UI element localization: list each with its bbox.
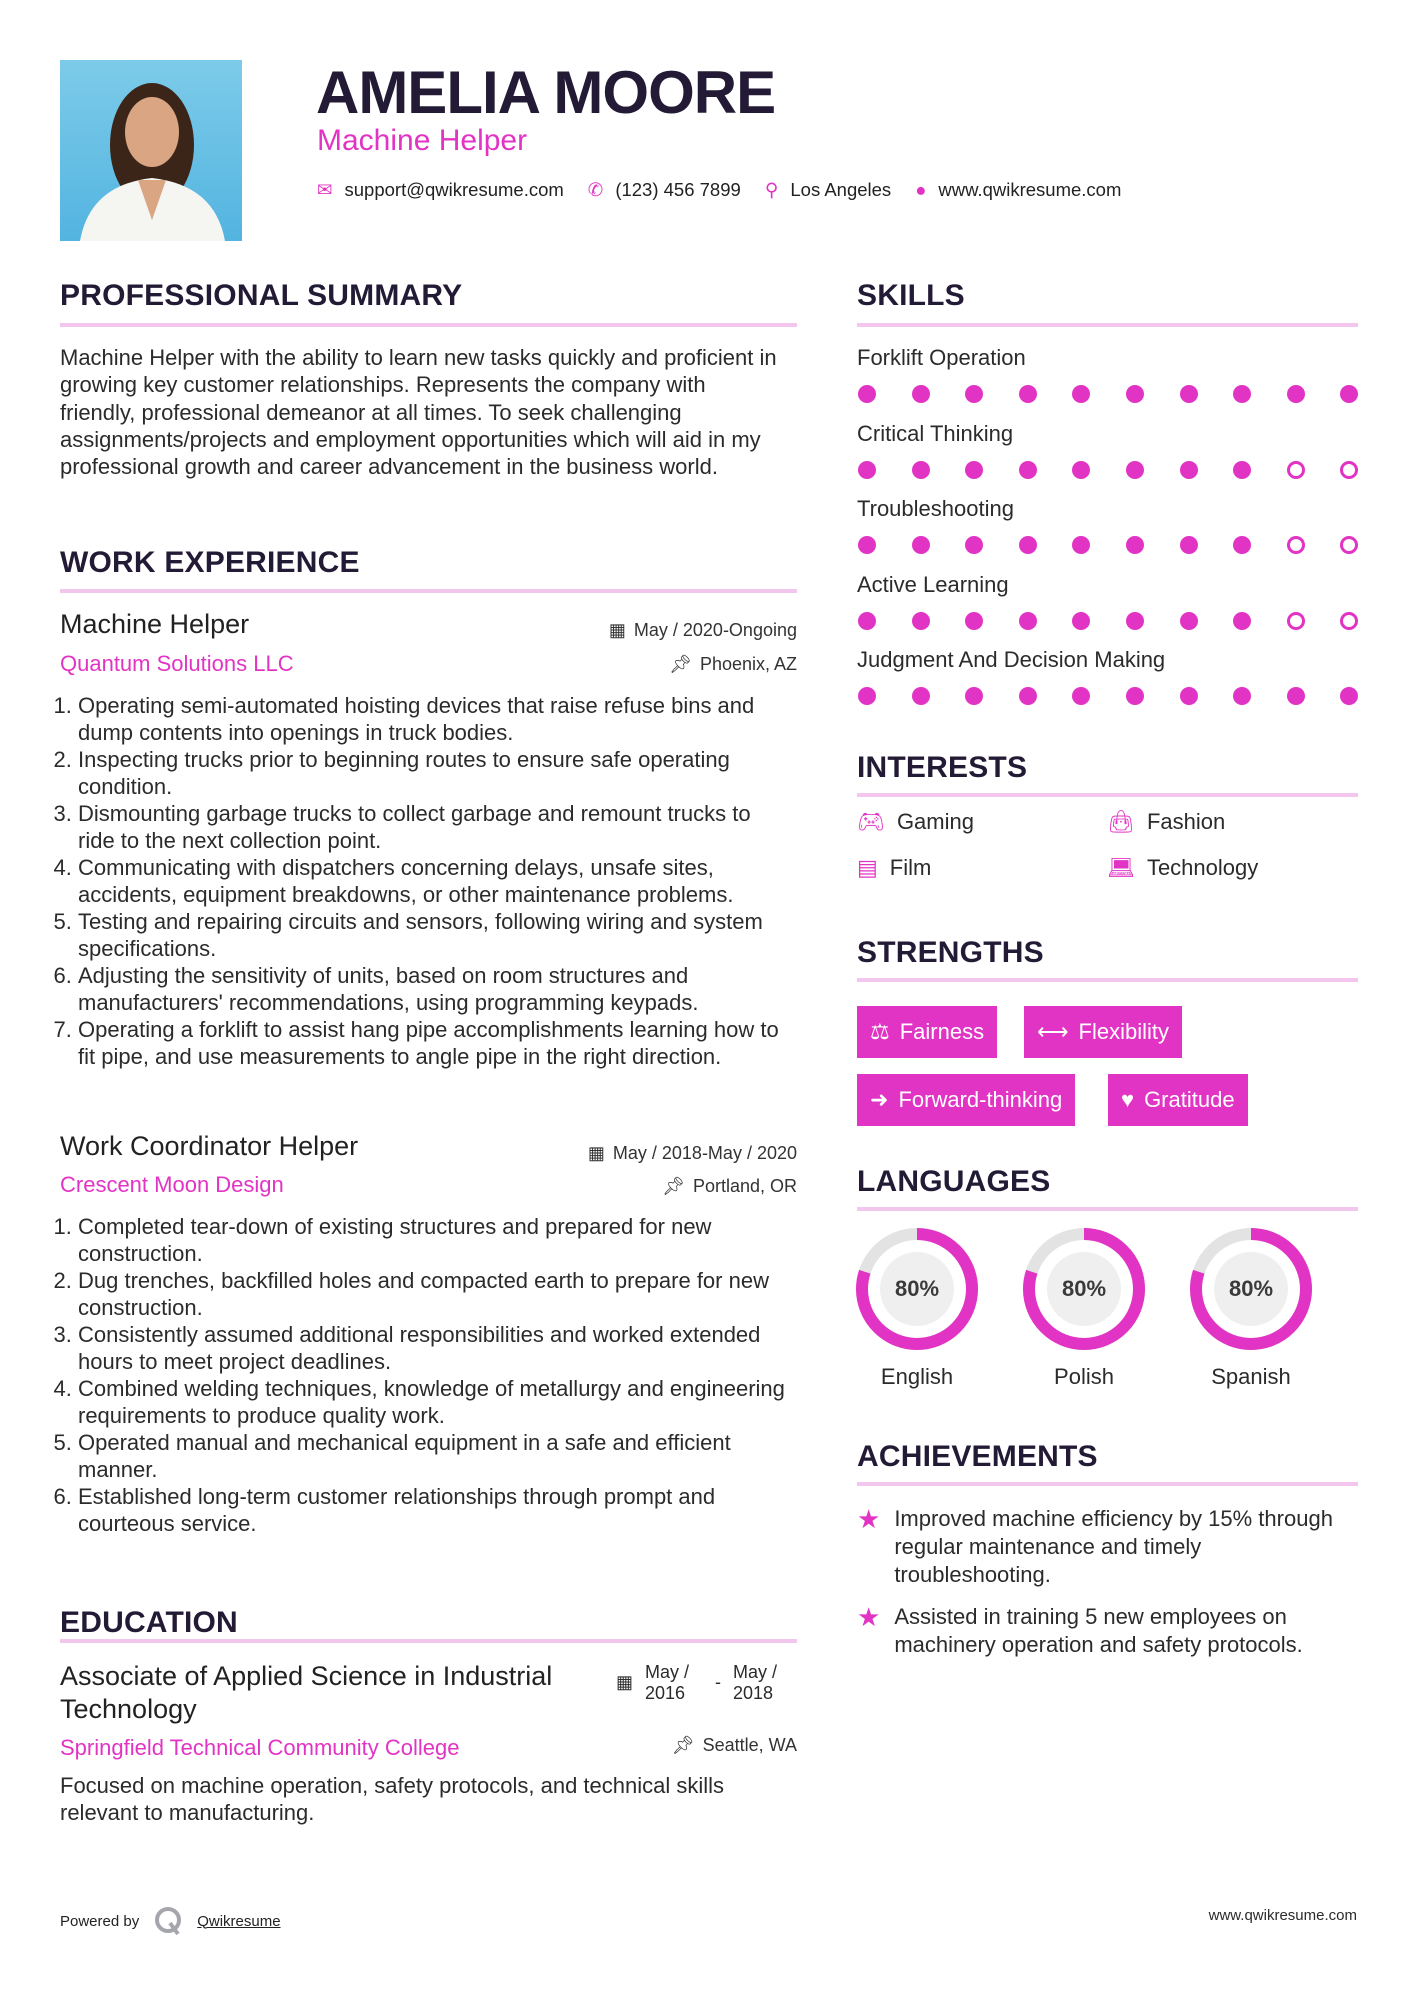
pushpin-icon: 📌︎ [671, 1735, 695, 1755]
strength-fairness [857, 1006, 997, 1058]
profile-photo [60, 60, 242, 241]
strength-label: Flexibility [1078, 1019, 1170, 1044]
skill-level-dot [1072, 687, 1090, 705]
skill-level-dot [1126, 612, 1144, 630]
skill-level-dot [1340, 385, 1358, 403]
job-duties [60, 1213, 790, 1537]
skill-level-dot [965, 461, 983, 479]
work-heading: WORK EXPERIENCE [60, 546, 360, 579]
skill-level-dot [1180, 461, 1198, 479]
summary-heading: PROFESSIONAL SUMMARY [60, 279, 463, 312]
education-heading: EDUCATION [60, 1606, 238, 1639]
skill-level-dot [1019, 385, 1037, 403]
job-title: Work Coordinator Helper [60, 1131, 359, 1161]
education-date [616, 1662, 791, 1704]
skill-level-dot [1019, 461, 1037, 479]
calendar-icon: ▦ [587, 1143, 605, 1163]
job-duties [60, 692, 790, 1070]
skill-level-dot [965, 536, 983, 554]
strength-flexibility [1024, 1006, 1182, 1058]
achievement-item [857, 1505, 1357, 1589]
interest-gaming [857, 809, 974, 835]
heart-icon: ♥ [1121, 1087, 1135, 1112]
skill-level-dot [1019, 612, 1037, 630]
job-date [588, 1143, 797, 1164]
location-text: Seattle, WA [702, 1735, 797, 1755]
map-marker-icon: ⚲ [764, 179, 779, 200]
skill-level-dot [1180, 612, 1198, 630]
interest-label: Gaming [896, 809, 974, 834]
skill-name: Troubleshooting [857, 496, 1014, 521]
duty-item: 4. Combined welding techniques, knowledge of metallurgy and engineering requirements to produce quality work. [78, 1375, 790, 1429]
skill-level-dot [1287, 461, 1305, 479]
date-separator: - [715, 1672, 722, 1692]
skill-level-dot [912, 536, 930, 554]
skill-level-dot [1072, 612, 1090, 630]
divider [60, 589, 797, 593]
skill-level-dot [1126, 385, 1144, 403]
interest-fashion [1107, 809, 1225, 835]
skill-level-dot [858, 385, 876, 403]
pushpin-icon: 📌︎ [662, 1176, 685, 1196]
location-text: Phoenix, AZ [699, 654, 797, 674]
date-text: May / 2020-Ongoing [633, 620, 797, 640]
skill-level-dot [1287, 687, 1305, 705]
arrow-right-icon: ➜ [870, 1087, 889, 1112]
laptop-icon: 💻︎ [1107, 855, 1135, 880]
footer-url[interactable]: www.qwikresume.com [1208, 1907, 1357, 1924]
company-name: Crescent Moon Design [60, 1172, 284, 1197]
shooting-star-icon: ★ [857, 1602, 881, 1632]
skill-level-dot [1340, 687, 1358, 705]
film-icon: ▤ [857, 855, 878, 880]
skill-level-dot [965, 612, 983, 630]
strength-label: Fairness [899, 1019, 985, 1044]
strength-label: Forward-thinking [898, 1087, 1063, 1112]
divider [857, 1207, 1358, 1211]
qwikresume-logo-icon [153, 1905, 183, 1937]
languages-heading: LANGUAGES [857, 1165, 1051, 1198]
duty-item: 5. Testing and repairing circuits and sensors, following wiring and system specifications. [78, 908, 790, 962]
interest-technology [1107, 855, 1258, 881]
summary-text: Machine Helper with the ability to learn new tasks quickly and proficient in growing key customer relationships. Represents the company with friendly, professional demeanor at all times. To seek challenging assignments/projects and employment opportunities which will aid in my professional growth and career advancement in the business world. [60, 345, 777, 480]
language-name: Polish [1054, 1364, 1114, 1389]
skill-level-dot [1233, 461, 1251, 479]
interests-heading: INTERESTS [857, 751, 1028, 784]
duty-item: 2. Dug trenches, backfilled holes and compacted earth to prepare for new construction. [78, 1267, 790, 1321]
globe-icon: ● [915, 179, 927, 200]
duty-item: 7. Operating a forklift to assist hang pipe accomplishments learning how to fit pipe, and use measurements to angle pipe in the right direction. [78, 1016, 790, 1070]
shopping-bag-icon: 👜︎ [1107, 809, 1135, 834]
interest-film [857, 855, 931, 881]
skill-name: Judgment And Decision Making [857, 647, 1166, 672]
skill-level-dot [912, 612, 930, 630]
powered-by-text: Powered by [60, 1912, 140, 1930]
skill-level-dot [1233, 612, 1251, 630]
skill-level-dot [1072, 385, 1090, 403]
skill-level-dot [965, 385, 983, 403]
skill-level-dot [912, 385, 930, 403]
interest-label: Film [889, 855, 932, 880]
divider [857, 323, 1358, 327]
strength-gratitude [1108, 1074, 1248, 1126]
skill-name: Critical Thinking [857, 420, 1014, 446]
skill-name: Active Learning [857, 571, 1009, 597]
duty-item: 1. Operating semi-automated hoisting devices that raise refuse bins and dump contents into openings in truck bodies. [78, 692, 790, 746]
duty-item: 3. Dismounting garbage trucks to collect garbage and remount trucks to ride to the next collection point. [78, 800, 790, 854]
strengths-heading: STRENGTHS [857, 936, 1044, 969]
skill-level-dot [858, 536, 876, 554]
skill-level-dot [1126, 687, 1144, 705]
skill-level-dot [1233, 385, 1251, 403]
skill-level-dot [1340, 536, 1358, 554]
skill-level-dot [1072, 461, 1090, 479]
duty-item: 2. Inspecting trucks prior to beginning routes to ensure safe operating condition. [78, 746, 790, 800]
divider [60, 323, 797, 327]
arrows-h-icon: ⟷ [1037, 1019, 1069, 1044]
shooting-star-icon: ★ [857, 1504, 881, 1534]
language-name: Spanish [1211, 1364, 1291, 1389]
skill-level-dot [1340, 612, 1358, 630]
skill-level-dot [1072, 536, 1090, 554]
language-percent: 80% [1228, 1276, 1274, 1301]
interest-label: Fashion [1146, 809, 1226, 834]
phone-icon: ✆ [587, 179, 604, 200]
divider [857, 978, 1358, 982]
skill-level-dot [965, 687, 983, 705]
qwikresume-link[interactable]: Qwikresume [197, 1912, 281, 1930]
duty-item: 6. Established long-term customer relationships through prompt and courteous service. [78, 1483, 790, 1537]
skill-level-dot [1019, 687, 1037, 705]
skill-level-dot [1287, 612, 1305, 630]
duty-item: 6. Adjusting the sensitivity of units, based on room structures and manufacturers' recommendations, using programming keypads. [78, 962, 790, 1016]
candidate-name: AMELIA MOORE [316, 59, 776, 126]
language-name: English [880, 1364, 954, 1389]
start-date: May / 2016 [645, 1662, 690, 1703]
skill-level-dot [1180, 385, 1198, 403]
skill-level-dot [858, 461, 876, 479]
divider [60, 1639, 797, 1643]
skill-level-dot [912, 687, 930, 705]
skill-level-dot [1233, 687, 1251, 705]
duty-item: 4. Communicating with dispatchers concerning delays, unsafe sites, accidents, equipment breakdowns, or other maintenance problems. [78, 854, 790, 908]
candidate-title: Machine Helper [317, 124, 528, 157]
end-date: May / 2018 [733, 1662, 778, 1703]
skill-level-dot [912, 461, 930, 479]
duty-item: 3. Consistently assumed additional responsibilities and worked extended hours to meet project deadlines. [78, 1321, 790, 1375]
divider [857, 1482, 1358, 1486]
skill-level-dot [1287, 536, 1305, 554]
skill-level-dot [1180, 536, 1198, 554]
contact-row [317, 179, 1121, 201]
skill-level-dot [1180, 687, 1198, 705]
company-name: Quantum Solutions LLC [60, 651, 294, 676]
skill-level-dot [858, 687, 876, 705]
duty-item: 5. Operated manual and mechanical equipment in a safe and efficient manner. [78, 1429, 790, 1483]
date-text: May / 2018-May / 2020 [612, 1143, 797, 1163]
language-percent: 80% [1061, 1276, 1107, 1301]
strength-label: Gratitude [1144, 1087, 1235, 1112]
phone: (123) 456 7899 [615, 179, 741, 200]
language-percent: 80% [894, 1276, 940, 1301]
skill-level-dot [1287, 385, 1305, 403]
email[interactable]: support@qwikresume.com [344, 179, 564, 200]
achievement-text: Improved machine efficiency by 15% through regular maintenance and timely troubleshooting. [894, 1506, 1333, 1587]
skill-level-dot [1126, 536, 1144, 554]
divider [857, 793, 1358, 797]
achievements-heading: ACHIEVEMENTS [857, 1440, 1098, 1473]
skill-name: Forklift Operation [857, 345, 1026, 370]
skill-level-dot [1340, 461, 1358, 479]
skill-level-dot [1126, 461, 1144, 479]
calendar-icon: ▦ [608, 620, 626, 640]
achievement-item [857, 1603, 1357, 1659]
degree: Associate of Applied Science in Industrial Technology [60, 1661, 553, 1724]
location: Los Angeles [790, 179, 892, 200]
education-text: Focused on machine operation, safety protocols, and technical skills relevant to manufacturing. [60, 1773, 725, 1826]
pushpin-icon: 📌︎ [669, 654, 692, 674]
location-text: Portland, OR [692, 1176, 797, 1196]
skills-heading: SKILLS [857, 279, 965, 312]
job-date [609, 620, 797, 641]
balance-scale-icon: ⚖ [870, 1019, 890, 1044]
calendar-icon: ▦ [616, 1672, 634, 1692]
job-location [662, 1176, 797, 1197]
strength-forward-thinking [857, 1074, 1075, 1126]
skill-level-dot [858, 612, 876, 630]
job-location [669, 654, 797, 675]
achievement-text: Assisted in training 5 new employees on machinery operation and safety protocols. [894, 1604, 1303, 1657]
gamepad-icon: 🎮︎ [857, 809, 885, 834]
footer-powered [60, 1905, 281, 1937]
skill-level-dot [1233, 536, 1251, 554]
portrait-image [60, 60, 242, 241]
interest-label: Technology [1146, 855, 1259, 880]
website[interactable]: www.qwikresume.com [938, 179, 1122, 200]
education-location [672, 1735, 797, 1756]
envelope-icon: ✉ [317, 179, 333, 200]
school-name: Springfield Technical Community College [60, 1735, 460, 1760]
duty-item: 1. Completed tear-down of existing structures and prepared for new construction. [78, 1213, 790, 1267]
skill-level-dot [1019, 536, 1037, 554]
job-title: Machine Helper [60, 609, 250, 639]
